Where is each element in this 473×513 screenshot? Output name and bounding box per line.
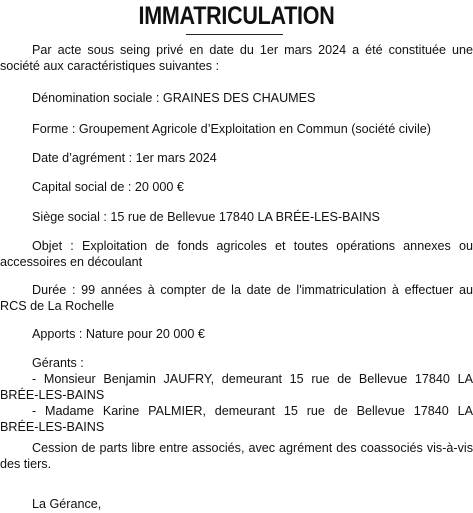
capital-text: Capital social de : 20 000 €: [32, 180, 184, 194]
cession-paragraph: [0, 440, 473, 472]
duree-paragraph: [0, 282, 473, 314]
signature-text: La Gérance,: [32, 497, 102, 511]
intro-paragraph: [0, 42, 473, 74]
gerants-block: [0, 355, 473, 435]
intro-text: Par acte sous seing privé en date du 1er mars 2024 a été constituée une société aux caractéristiques suivantes :: [0, 43, 473, 73]
agrement-line: [0, 150, 473, 166]
gerant-2-line-1: - Madame Karine PALMIER, demeurant 15 rue de Bellevue 17840 LA: [32, 404, 473, 418]
siege-text: Siège social : 15 rue de Bellevue 17840 LA BRÉE-LES-BAINS: [32, 210, 380, 224]
forme-line: [0, 121, 473, 137]
gerant-1-line-1: - Monsieur Benjamin JAUFRY, demeurant 15 rue de Bellevue 17840 LA: [32, 372, 473, 386]
gerant-1-line-2: BRÉE-LES-BAINS: [0, 388, 105, 402]
objet-text: Objet : Exploitation de fonds agricoles et toutes opérations annexes ou accessoires en découlant: [0, 239, 473, 269]
agrement-text: Date d’agrément : 1er mars 2024: [32, 151, 217, 165]
gerant-2-line-2: BRÉE-LES-BAINS: [0, 420, 105, 434]
page-title: IMMATRICULATION: [138, 2, 335, 30]
denomination-text: Dénomination sociale : GRAINES DES CHAUMES: [32, 91, 316, 105]
duree-text: Durée : 99 années à compter de la date de l'immatriculation à effectuer au RCS de La Rochelle: [0, 283, 473, 313]
capital-line: [0, 179, 473, 195]
gerants-heading: Gérants :: [32, 356, 84, 370]
title-underline: [186, 34, 283, 35]
cession-text: Cession de parts libre entre associés, avec agrément des coassociés vis-à-vis des tiers.: [0, 441, 473, 471]
apports-line: [0, 326, 473, 342]
siege-line: [0, 209, 473, 225]
signature-line: [0, 496, 473, 512]
objet-paragraph: [0, 238, 473, 270]
forme-text: Forme : Groupement Agricole d’Exploitation en Commun (société civile): [32, 122, 431, 136]
apports-text: Apports : Nature pour 20 000 €: [32, 327, 205, 341]
denomination-line: [0, 90, 473, 106]
